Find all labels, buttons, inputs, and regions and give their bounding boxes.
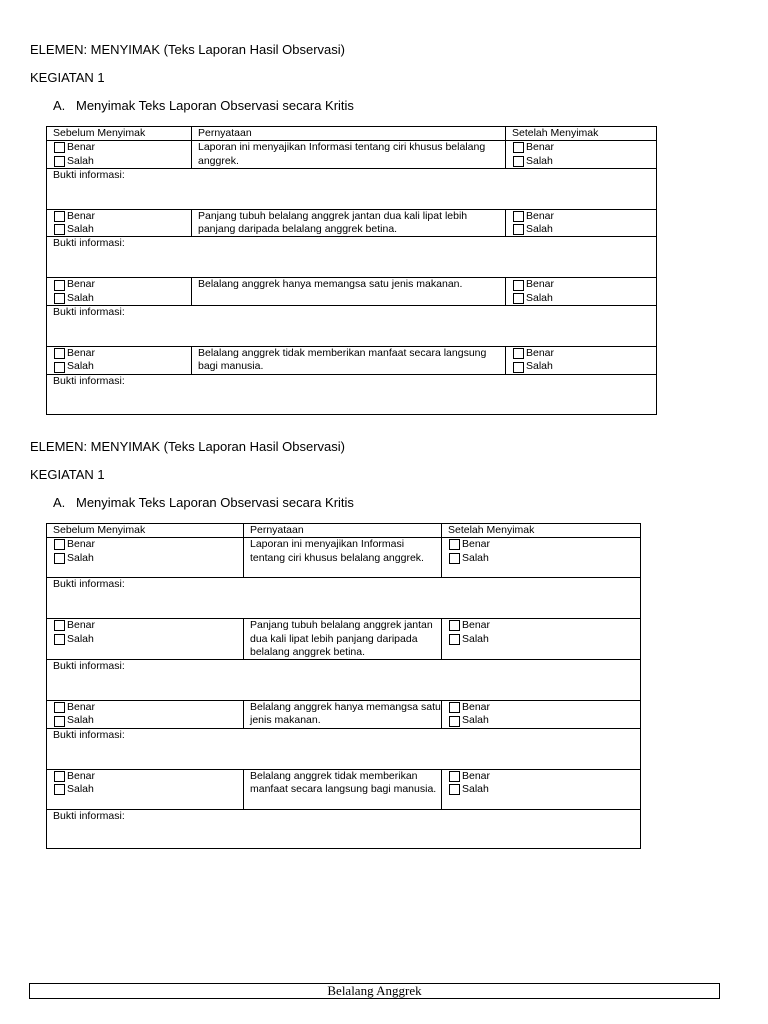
benar-after-option[interactable] — [449, 538, 640, 551]
statement-row — [47, 538, 641, 578]
bukti-row — [47, 809, 641, 848]
checkbox-benar-after[interactable] — [513, 280, 524, 291]
bukti-row — [47, 168, 657, 209]
before-options — [47, 209, 192, 237]
checkbox-salah-after[interactable] — [449, 784, 460, 795]
checkbox-salah-before[interactable] — [54, 293, 65, 304]
after-options — [442, 538, 641, 578]
bukti-row — [47, 578, 641, 619]
bukti-row — [47, 237, 657, 278]
checkbox-salah-before[interactable] — [54, 716, 65, 727]
list-marker: A. — [53, 495, 66, 510]
option-label: Benar — [526, 141, 555, 154]
before-options — [47, 278, 192, 306]
benar-after-option[interactable] — [449, 770, 640, 783]
bukti-cell[interactable] — [47, 306, 657, 347]
table-header-row — [47, 524, 641, 538]
salah-before-option[interactable] — [54, 292, 191, 305]
option-label: Salah — [67, 223, 94, 236]
after-options — [506, 278, 657, 306]
statement-cell: Laporan ini menyajikan Informasi tentang ciri khusus belalang anggrek. — [192, 141, 506, 169]
bukti-row — [47, 374, 657, 414]
bukti-cell[interactable] — [47, 809, 641, 848]
after-options — [442, 701, 641, 729]
checkbox-benar-before[interactable] — [54, 280, 65, 291]
subsection-title — [53, 495, 354, 510]
benar-after-option[interactable] — [513, 210, 656, 223]
after-options — [506, 141, 657, 169]
checkbox-benar-before[interactable] — [54, 211, 65, 222]
checkbox-salah-before[interactable] — [54, 553, 65, 564]
bukti-label: Bukti informasi: — [53, 374, 125, 387]
activity-title: KEGIATAN 1 — [30, 70, 105, 85]
statement-cell: Panjang tubuh belalang anggrek jantan dua kali lipat lebih panjang daripada belalang anggrek betina. — [192, 209, 506, 237]
option-label: Benar — [526, 209, 555, 222]
statement-row — [47, 701, 641, 729]
checkbox-salah-after[interactable] — [449, 553, 460, 564]
benar-before-option[interactable] — [54, 701, 243, 714]
statement-row — [47, 619, 641, 660]
header-statement: Pernyataan — [244, 524, 442, 538]
option-label: Benar — [462, 538, 491, 551]
checkbox-salah-after[interactable] — [513, 224, 524, 235]
checkbox-salah-before[interactable] — [54, 224, 65, 235]
bukti-cell[interactable] — [47, 660, 641, 701]
checkbox-benar-before[interactable] — [54, 539, 65, 550]
subsection-text: Menyimak Teks Laporan Observasi secara Kritis — [76, 98, 354, 113]
salah-after-option[interactable] — [449, 714, 640, 727]
option-label: Salah — [67, 291, 94, 304]
option-label: Salah — [67, 551, 94, 564]
salah-after-option[interactable] — [513, 292, 656, 305]
header-after: Setelah Menyimak — [506, 127, 657, 141]
table-header-row — [47, 127, 657, 141]
bukti-label: Bukti informasi: — [53, 809, 125, 822]
option-label: Benar — [526, 278, 555, 291]
option-label: Benar — [462, 769, 491, 782]
statement-cell: Belalang anggrek tidak memberikan manfaat secara langsung bagi manusia. — [192, 347, 506, 375]
option-label: Salah — [67, 154, 94, 167]
salah-before-option[interactable] — [54, 714, 243, 727]
bukti-cell[interactable] — [47, 728, 641, 769]
before-options — [47, 619, 244, 660]
option-label: Salah — [526, 154, 553, 167]
benar-after-option[interactable] — [513, 141, 656, 154]
bukti-label: Bukti informasi: — [53, 168, 125, 181]
bukti-cell[interactable] — [47, 374, 657, 414]
benar-before-option[interactable] — [54, 770, 243, 783]
statement-cell: Belalang anggrek tidak memberikan manfaat secara langsung bagi manusia. — [244, 769, 442, 809]
footer-title: Belalang Anggrek — [29, 983, 720, 999]
checkbox-salah-after[interactable] — [449, 716, 460, 727]
statement-cell: Laporan ini menyajikan Informasi tentang ciri khusus belalang anggrek. — [244, 538, 442, 578]
bukti-cell[interactable] — [47, 237, 657, 278]
checkbox-benar-after[interactable] — [449, 771, 460, 782]
before-options — [47, 538, 244, 578]
salah-before-option[interactable] — [54, 360, 191, 373]
checkbox-salah-before[interactable] — [54, 156, 65, 167]
header-before: Sebelum Menyimak — [47, 127, 192, 141]
option-label: Salah — [462, 783, 489, 796]
option-label: Benar — [67, 347, 96, 360]
checkbox-salah-before[interactable] — [54, 362, 65, 373]
benar-before-option[interactable] — [54, 538, 243, 551]
benar-before-option[interactable] — [54, 619, 243, 632]
before-options — [47, 769, 244, 809]
salah-after-option[interactable] — [449, 633, 640, 646]
option-label: Salah — [67, 360, 94, 373]
statement-row — [47, 769, 641, 809]
benar-before-option[interactable] — [54, 347, 191, 360]
option-label: Benar — [462, 619, 491, 632]
option-label: Salah — [67, 783, 94, 796]
salah-before-option[interactable] — [54, 633, 243, 646]
statement-row — [47, 347, 657, 375]
bukti-row — [47, 728, 641, 769]
checkbox-benar-before[interactable] — [54, 142, 65, 153]
checkbox-benar-after[interactable] — [513, 348, 524, 359]
after-options — [506, 347, 657, 375]
option-label: Salah — [526, 291, 553, 304]
checkbox-benar-after[interactable] — [513, 142, 524, 153]
after-options — [442, 769, 641, 809]
bukti-label: Bukti informasi: — [53, 660, 125, 673]
option-label: Benar — [67, 769, 96, 782]
benar-after-option[interactable] — [513, 347, 656, 360]
option-label: Benar — [462, 701, 491, 714]
before-options — [47, 141, 192, 169]
option-label: Benar — [67, 209, 96, 222]
salah-after-option[interactable] — [513, 360, 656, 373]
statement-row — [47, 141, 657, 169]
benar-before-option[interactable] — [54, 210, 191, 223]
worksheet-table — [46, 523, 641, 849]
statement-cell: Belalang anggrek hanya memangsa satu jenis makanan. — [192, 278, 506, 306]
header-after: Setelah Menyimak — [442, 524, 641, 538]
statement-row — [47, 209, 657, 237]
option-label: Salah — [462, 551, 489, 564]
bukti-cell[interactable] — [47, 168, 657, 209]
statement-row — [47, 278, 657, 306]
bukti-cell[interactable] — [47, 578, 641, 619]
checkbox-salah-before[interactable] — [54, 634, 65, 645]
benar-before-option[interactable] — [54, 141, 191, 154]
checkbox-benar-after[interactable] — [449, 620, 460, 631]
salah-after-option[interactable] — [513, 223, 656, 236]
statement-cell: Panjang tubuh belalang anggrek jantan dua kali lipat lebih panjang daripada belalang anggrek betina. — [244, 619, 442, 660]
bukti-row — [47, 306, 657, 347]
list-marker: A. — [53, 98, 66, 113]
checkbox-salah-after[interactable] — [449, 634, 460, 645]
checkbox-benar-before[interactable] — [54, 771, 65, 782]
option-label: Salah — [67, 714, 94, 727]
salah-after-option[interactable] — [513, 155, 656, 168]
subsection-text: Menyimak Teks Laporan Observasi secara Kritis — [76, 495, 354, 510]
bukti-label: Bukti informasi: — [53, 578, 125, 591]
salah-after-option[interactable] — [449, 552, 640, 565]
subsection-title — [53, 98, 354, 113]
before-options — [47, 347, 192, 375]
salah-after-option[interactable] — [449, 783, 640, 796]
option-label: Benar — [67, 701, 96, 714]
salah-before-option[interactable] — [54, 223, 191, 236]
checkbox-benar-after[interactable] — [449, 702, 460, 713]
checkbox-benar-after[interactable] — [513, 211, 524, 222]
checkbox-salah-after[interactable] — [513, 156, 524, 167]
checkbox-salah-after[interactable] — [513, 362, 524, 373]
element-title: ELEMEN: MENYIMAK (Teks Laporan Hasil Observasi) — [30, 42, 345, 57]
checkbox-salah-before[interactable] — [54, 784, 65, 795]
option-label: Salah — [526, 223, 553, 236]
checkbox-benar-after[interactable] — [449, 539, 460, 550]
salah-before-option[interactable] — [54, 552, 243, 565]
checkbox-benar-before[interactable] — [54, 348, 65, 359]
statement-cell: Belalang anggrek hanya memangsa satu jenis makanan. — [244, 701, 442, 729]
benar-after-option[interactable] — [449, 619, 640, 632]
bukti-label: Bukti informasi: — [53, 237, 125, 250]
header-statement: Pernyataan — [192, 127, 506, 141]
benar-after-option[interactable] — [449, 701, 640, 714]
salah-before-option[interactable] — [54, 155, 191, 168]
option-label: Benar — [67, 141, 96, 154]
option-label: Salah — [67, 632, 94, 645]
element-title: ELEMEN: MENYIMAK (Teks Laporan Hasil Observasi) — [30, 439, 345, 454]
option-label: Salah — [462, 632, 489, 645]
benar-after-option[interactable] — [513, 278, 656, 291]
option-label: Benar — [67, 278, 96, 291]
benar-before-option[interactable] — [54, 278, 191, 291]
option-label: Benar — [67, 538, 96, 551]
worksheet-table — [46, 126, 657, 415]
bukti-row — [47, 660, 641, 701]
bukti-label: Bukti informasi: — [53, 306, 125, 319]
header-before: Sebelum Menyimak — [47, 524, 244, 538]
option-label: Salah — [526, 360, 553, 373]
option-label: Benar — [67, 619, 96, 632]
after-options — [506, 209, 657, 237]
after-options — [442, 619, 641, 660]
activity-title: KEGIATAN 1 — [30, 467, 105, 482]
option-label: Salah — [462, 714, 489, 727]
checkbox-salah-after[interactable] — [513, 293, 524, 304]
salah-before-option[interactable] — [54, 783, 243, 796]
before-options — [47, 701, 244, 729]
option-label: Benar — [526, 347, 555, 360]
bukti-label: Bukti informasi: — [53, 728, 125, 741]
checkbox-benar-before[interactable] — [54, 702, 65, 713]
checkbox-benar-before[interactable] — [54, 620, 65, 631]
